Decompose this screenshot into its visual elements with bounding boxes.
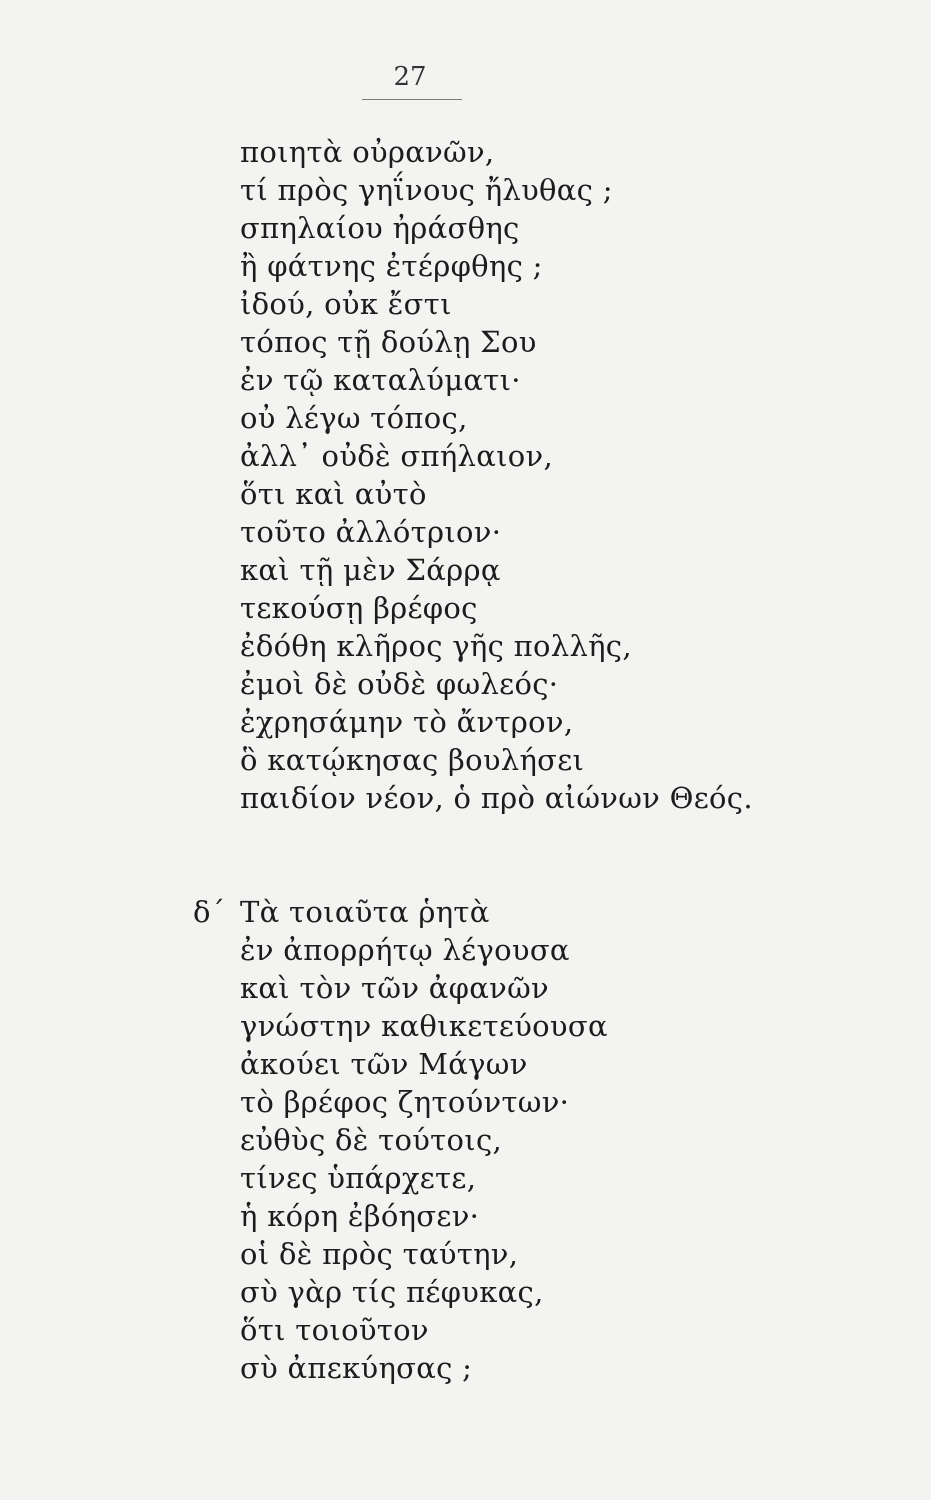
verse-line: τίνες ὑπάρχετε, <box>240 1161 477 1195</box>
verse-line: τὸ βρέφος ζητούντων· <box>240 1085 570 1119</box>
verse-line: σπηλαίου ἠράσθης <box>240 211 520 245</box>
verse-line: τεκούσῃ βρέφος <box>240 591 478 625</box>
verse-line: τόπος τῇ δούλῃ Σου <box>240 325 537 359</box>
verse-line: τί πρὸς γηΐνους ἤλυθας ; <box>240 173 613 207</box>
verse-line: τοῦτο ἀλλότριον· <box>240 515 502 549</box>
verse-line: ἐδόθη κλῆρος γῆς πολλῆς, <box>240 629 632 663</box>
verse-line: παιδίον νέον, ὁ πρὸ αἰώνων Θεός. <box>240 781 753 815</box>
verse-line: ἐμοὶ δὲ οὐδὲ φωλεός· <box>240 667 559 701</box>
verse-line: οἱ δὲ πρὸς ταύτην, <box>240 1237 519 1271</box>
verse-line: Τὰ τοιαῦτα ῥητὰ <box>240 895 490 929</box>
verse-line: ἐν τῷ καταλύματι· <box>240 363 521 397</box>
verse-line: καὶ τὸν τῶν ἀφανῶν <box>240 971 549 1005</box>
verse-line: καὶ τῇ μὲν Σάρρᾳ <box>240 553 501 587</box>
verse-line: ἀλλ᾽ οὐδὲ σπήλαιον, <box>240 439 553 473</box>
page-number: 27 <box>393 62 427 92</box>
header-rule <box>362 99 462 100</box>
stanza-2 <box>240 893 608 1387</box>
verse-line: ὅτι τοιοῦτον <box>240 1313 429 1347</box>
verse-line: ἡ κόρη ἐβόησεν· <box>240 1199 480 1233</box>
verse-line: σὺ ἀπεκύησας ; <box>240 1351 473 1385</box>
verse-line: ἰδού, οὐκ ἔστι <box>240 287 452 321</box>
verse-line: γνώστην καθικετεύουσα <box>240 1009 608 1043</box>
verse-line: ἐχρησάμην τὸ ἄντρον, <box>240 705 574 739</box>
verse-line: ἐν ἀπορρήτῳ λέγουσα <box>240 933 570 967</box>
verse-line: οὐ λέγω τόπος, <box>240 401 468 435</box>
verse-line: ποιητὰ οὐρανῶν, <box>240 135 495 169</box>
verse-line: ὅτι καὶ αὐτὸ <box>240 477 427 511</box>
verse-line: ἢ φάτνης ἐτέρφθης ; <box>240 249 543 283</box>
verse-line: ἀκούει τῶν Μάγων <box>240 1047 528 1081</box>
verse-line: σὺ γὰρ τίς πέφυκας, <box>240 1275 544 1309</box>
verse-line: εὐθὺς δὲ τούτοις, <box>240 1123 503 1157</box>
stanza-number: δ´ <box>193 895 225 929</box>
verse-line: ὃ κατῴκησας βουλήσει <box>240 743 585 777</box>
stanza-1 <box>240 133 753 817</box>
